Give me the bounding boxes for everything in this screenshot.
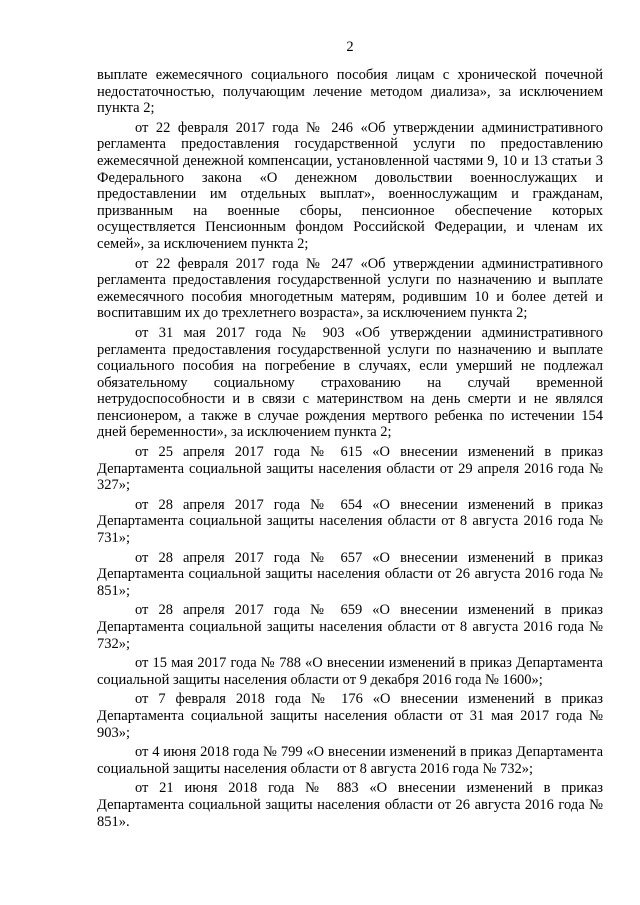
paragraph: от 22 февраля 2017 года № 246 «Об утверждении административного регламента предоставления государственной услуги по предоставлению ежемесячной денежной компенсации, установленной частями 9, 10 и 13 статьи 3 Федерального закона «О денежном довольствии военнослужащих и предоставлении им отдельных выплат», военнослужащим и гражданам, призванным на военные сборы, пенсионное обеспечение которых осуществляется Пенсионным фондом Российской Федерации, и членам их семей», за исключением пункта 2; bbox=[97, 119, 603, 252]
paragraph: от 21 июня 2018 года № 883 «О внесении изменений в приказ Департамента социальной защиты населения области от 26 августа 2016 года № 851». bbox=[97, 780, 603, 830]
paragraph: выплате ежемесячного социального пособия лицам с хронической почечной недостаточностью, получающим лечение методом диализа», за исключением пункта 2; bbox=[97, 67, 603, 117]
paragraph: от 28 апреля 2017 года № 659 «О внесении изменений в приказ Департамента социальной защиты населения области от 8 августа 2016 года № 732»; bbox=[97, 602, 603, 652]
document-body bbox=[97, 67, 603, 830]
paragraph: от 7 февраля 2018 года № 176 «О внесении изменений в приказ Департамента социальной защиты населения области от 31 мая 2017 года № 903»; bbox=[97, 691, 603, 741]
paragraph: от 31 мая 2017 года № 903 «Об утверждении административного регламента предоставления государственной услуги по назначению и выплате социального пособия на погребение в случаях, если умерший не подлежал обязательному социальному страхованию на случай временной нетрудоспособности и в связи с материнством на день смерти и не являлся пенсионером, а также в случае рождения мертвого ребенка по истечении 154 дней беременности», за исключением пункта 2; bbox=[97, 324, 603, 441]
paragraph: от 25 апреля 2017 года № 615 «О внесении изменений в приказ Департамента социальной защиты населения области от 29 апреля 2016 года № 327»; bbox=[97, 444, 603, 494]
paragraph: от 15 мая 2017 года № 788 «О внесении изменений в приказ Департамента социальной защиты населения области от 9 декабря 2016 года № 1600»; bbox=[97, 655, 603, 688]
paragraph: от 4 июня 2018 года № 799 «О внесении изменений в приказ Департамента социальной защиты населения области от 8 августа 2016 года № 732»; bbox=[97, 744, 603, 777]
paragraph: от 28 апреля 2017 года № 657 «О внесении изменений в приказ Департамента социальной защиты населения области от 26 августа 2016 года № 851»; bbox=[97, 549, 603, 599]
page-number: 2 bbox=[346, 39, 354, 55]
paragraph: от 28 апреля 2017 года № 654 «О внесении изменений в приказ Департамента социальной защиты населения области от 8 августа 2016 года № 731»; bbox=[97, 496, 603, 547]
paragraph: от 22 февраля 2017 года № 247 «Об утверждении административного регламента предоставления государственной услуги по назначению и выплате ежемесячного пособия многодетным матерям, родившим 10 и более детей и воспитавшим их до трехлетнего возраста», за исключением пункта 2; bbox=[97, 255, 603, 322]
